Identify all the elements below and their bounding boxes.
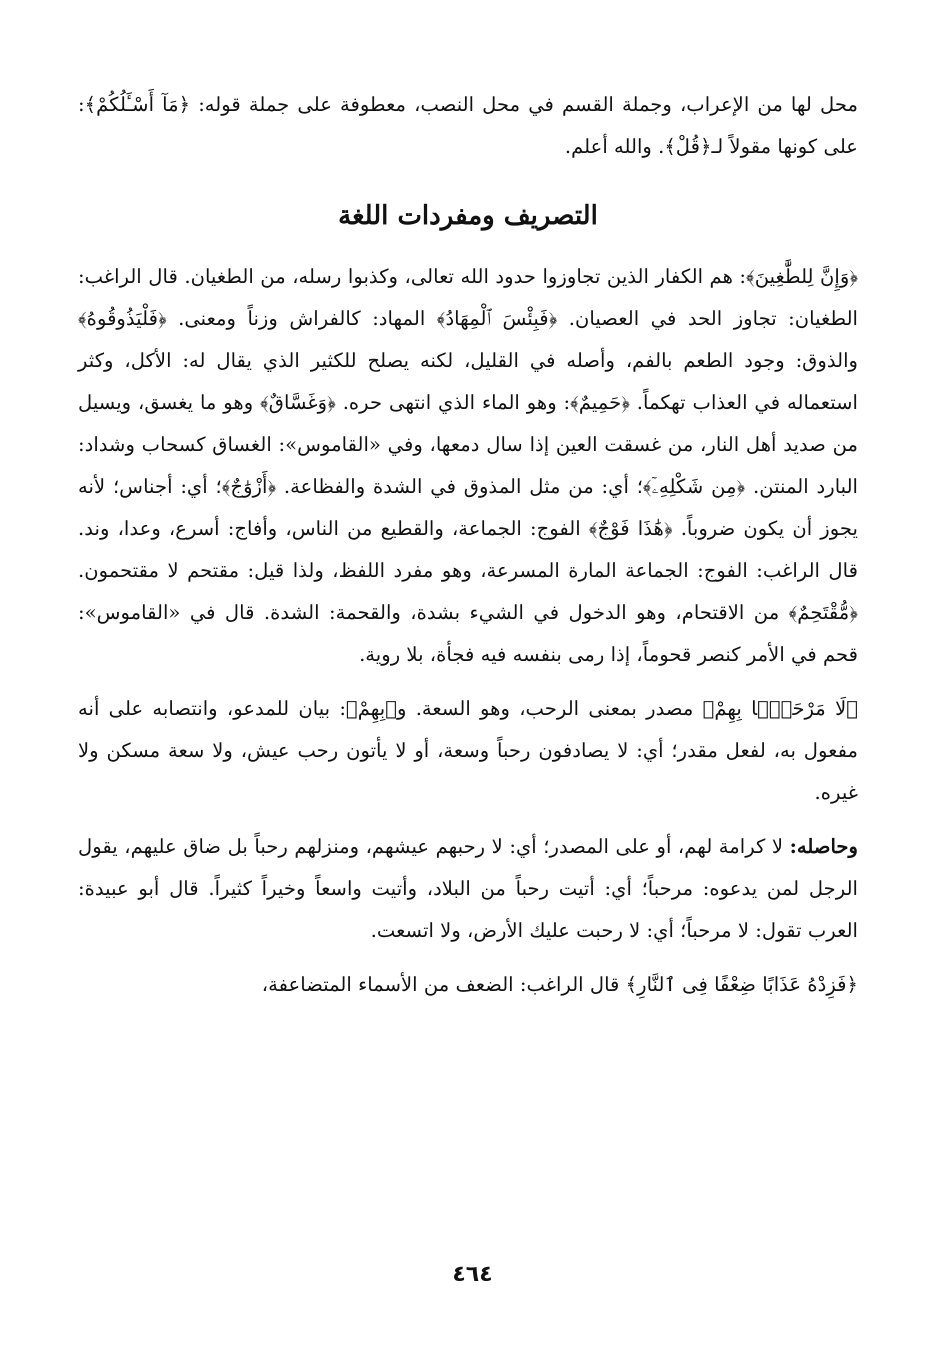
summary-paragraph (78, 826, 858, 952)
summary-label: وحاصله: (789, 835, 858, 858)
page-body (78, 84, 858, 1006)
intro-paragraph: محل لها من الإعراب، وجملة القسم في محل النصب، معطوفة على جملة قوله: ﴿مَآ أَسْـَٔلُكُمْ﴾: على كونها مقولاً لـ﴿قُلْ﴾. والله أعلم. (78, 93, 858, 158)
page-number: ٤٦٤ (452, 1262, 493, 1287)
vocabulary-paragraph-2: ﴿لَا مَرْحَبًۢا بِهِمْ﴾ مصدر بمعنى الرحب، وهو السعة. و﴿بِهِمْ﴾: بيان للمدعو، وانتصابه على أنه مفعول به، لفعل مقدر؛ أي: لا يصادفون رحباً وسعة، أو لا يأتون رحب عيش، ولا سعة مسكن ولا غيره. (78, 697, 858, 804)
vocabulary-paragraph-1: ﴿وَإِنَّ لِلطَّٰغِينَ﴾: هم الكفار الذين تجاوزوا حدود الله تعالى، وكذبوا رسله، من الطغيان. قال الراغب: الطغيان: تجاوز الحد في العصيان. ﴿فَبِئْسَ ٱلْمِهَادُ﴾ المهاد: كالفراش وزناً ومعنى. ﴿فَلْيَذُوقُوهُ﴾ والذوق: وجود الطعم بالفم، وأصله في القليل، لكنه يصلح للكثير الذي يقال له: الأكل، وكثر استعماله في العذاب تهكماً. ﴿حَمِيمٌ﴾: وهو الماء الذي انتهى حره. ﴿وَغَسَّاقٌ﴾ وهو ما يغسق، ويسيل من صديد أهل النار، من غسقت العين إذا سال دمعها، وفي «القاموس»: الغساق كسحاب وشداد: البارد المنتن. ﴿مِن شَكْلِهِۦٓ﴾؛ أي: من مثل المذوق في الشدة والفظاعة. ﴿أَزْوَٰجٌ﴾؛ أي: أجناس؛ لأنه يجوز أن يكون ضروباً. ﴿هَٰذَا فَوْجٌ﴾ الفوج: الجماعة، والقطيع من الناس، وأفاج: أسرع، وعدا، وند. قال الراغب: الفوج: الجماعة المارة المسرعة، وهو مفرد اللفظ، ولذا قيل: مقتحم لا مقتحمون. ﴿مُّقْتَحِمٌ﴾ من الاقتحام، وهو الدخول في الشيء بشدة، والقحمة: الشدة. قال في «القاموس»: قحم في الأمر كنصر قحوماً، إذا رمى بنفسه فيه فجأة، بلا روية. (78, 265, 858, 666)
last-paragraph: ﴿فَزِدْهُ عَذَابًا ضِعْفًا فِى ٱلنَّارِ﴾ قال الراغب: الضعف من الأسماء المتضاعفة، (261, 973, 858, 996)
summary-text: لا كرامة لهم، أو على المصدر؛ أي: لا رحبهم عيشهم، ومنزلهم رحباً بل ضاق عليهم، يقول الرجل لمن يدعوه: مرحباً؛ أي: أتيت رحباً من البلاد، وأتيت واسعاً وخيراً كثيراً. قال أبو عبيدة: العرب تقول: لا مرحباً؛ أي: لا رحبت عليك الأرض، ولا اتسعت. (78, 835, 858, 942)
section-heading: التصريف ومفردات اللغة (338, 201, 598, 231)
